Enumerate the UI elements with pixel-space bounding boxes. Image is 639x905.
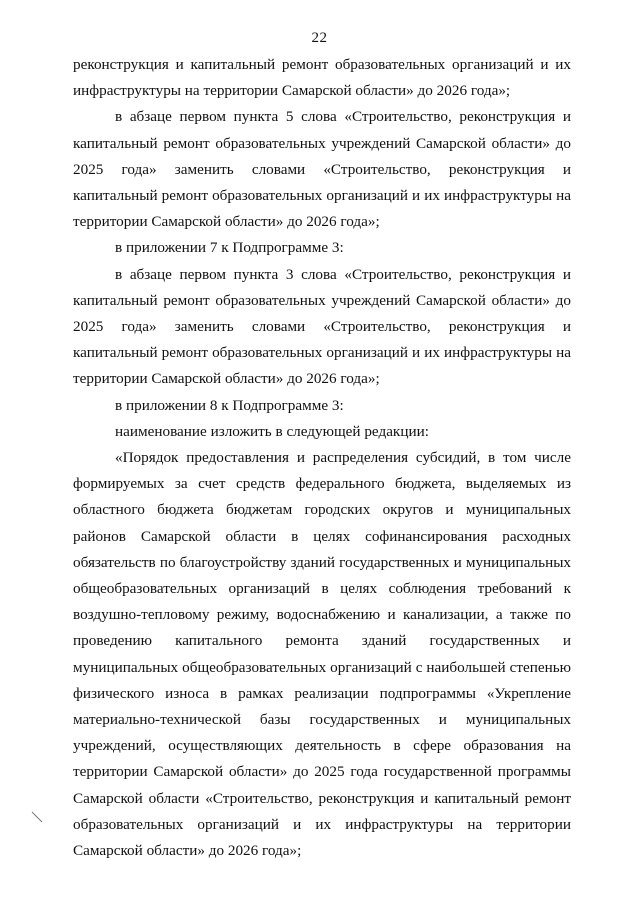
paragraph-item-5-amendment: в абзаце первом пункта 5 слова «Строительство, реконструкция и капитальный ремонт образовательных учреждений Самарской области» до 2025 года» заменить словами «Строительство, реконструкция и капитальный ремонт образовательных организаций и их инфраструктуры на территории Самарской области» до 2026 года»; [73, 108, 571, 231]
scan-mark [30, 810, 46, 826]
paragraph-continuation: реконструкция и капитальный ремонт образовательных организаций и их инфраструктуры на территории Самарской области» до 2026 года»; [73, 56, 571, 100]
document-body [73, 52, 571, 864]
paragraph-item-3-amendment: в абзаце первом пункта 3 слова «Строительство, реконструкция и капитальный ремонт образовательных учреждений Самарской области» до 2025 года» заменить словами «Строительство, реконструкция и капитальный ремонт образовательных организаций и их инфраструктуры на территории Самарской области» до 2026 года»; [73, 265, 571, 388]
paragraph-appendix-8-heading: в приложении 8 к Подпрограмме 3: [115, 396, 344, 414]
paragraph-new-title: «Порядок предоставления и распределения субсидий, в том числе формируемых за счет средств федерального бюджета, выделяемых из областного бюджета бюджетам городских округов и муниципальных районов Самарской области в целях софинансирования расходных обязательств по благоустройству зданий государственных и муниципальных общеобразовательных организаций в целях соблюдения требований к воздушно-тепловому режиму, водоснабжению и канализации, а также по проведению капитального ремонта зданий государственных и муниципальных общеобразовательных организаций с наибольшей степенью физического износа в рамках реализации подпрограммы «Укрепление материально-технической базы государственных и муниципальных учреждений, осуществляющих деятельность в сфере образования на территории Самарской области» до 2025 года государственной программы Самарской области «Строительство, реконструкция и капитальный ремонт образовательных организаций и их инфраструктуры на территории Самарской области» до 2026 года»; [73, 449, 571, 860]
paragraph-appendix-7-heading: в приложении 7 к Подпрограмме 3: [115, 239, 344, 257]
paragraph-title-instruction: наименование изложить в следующей редакции: [115, 422, 429, 440]
page-number: 22 [311, 30, 328, 46]
